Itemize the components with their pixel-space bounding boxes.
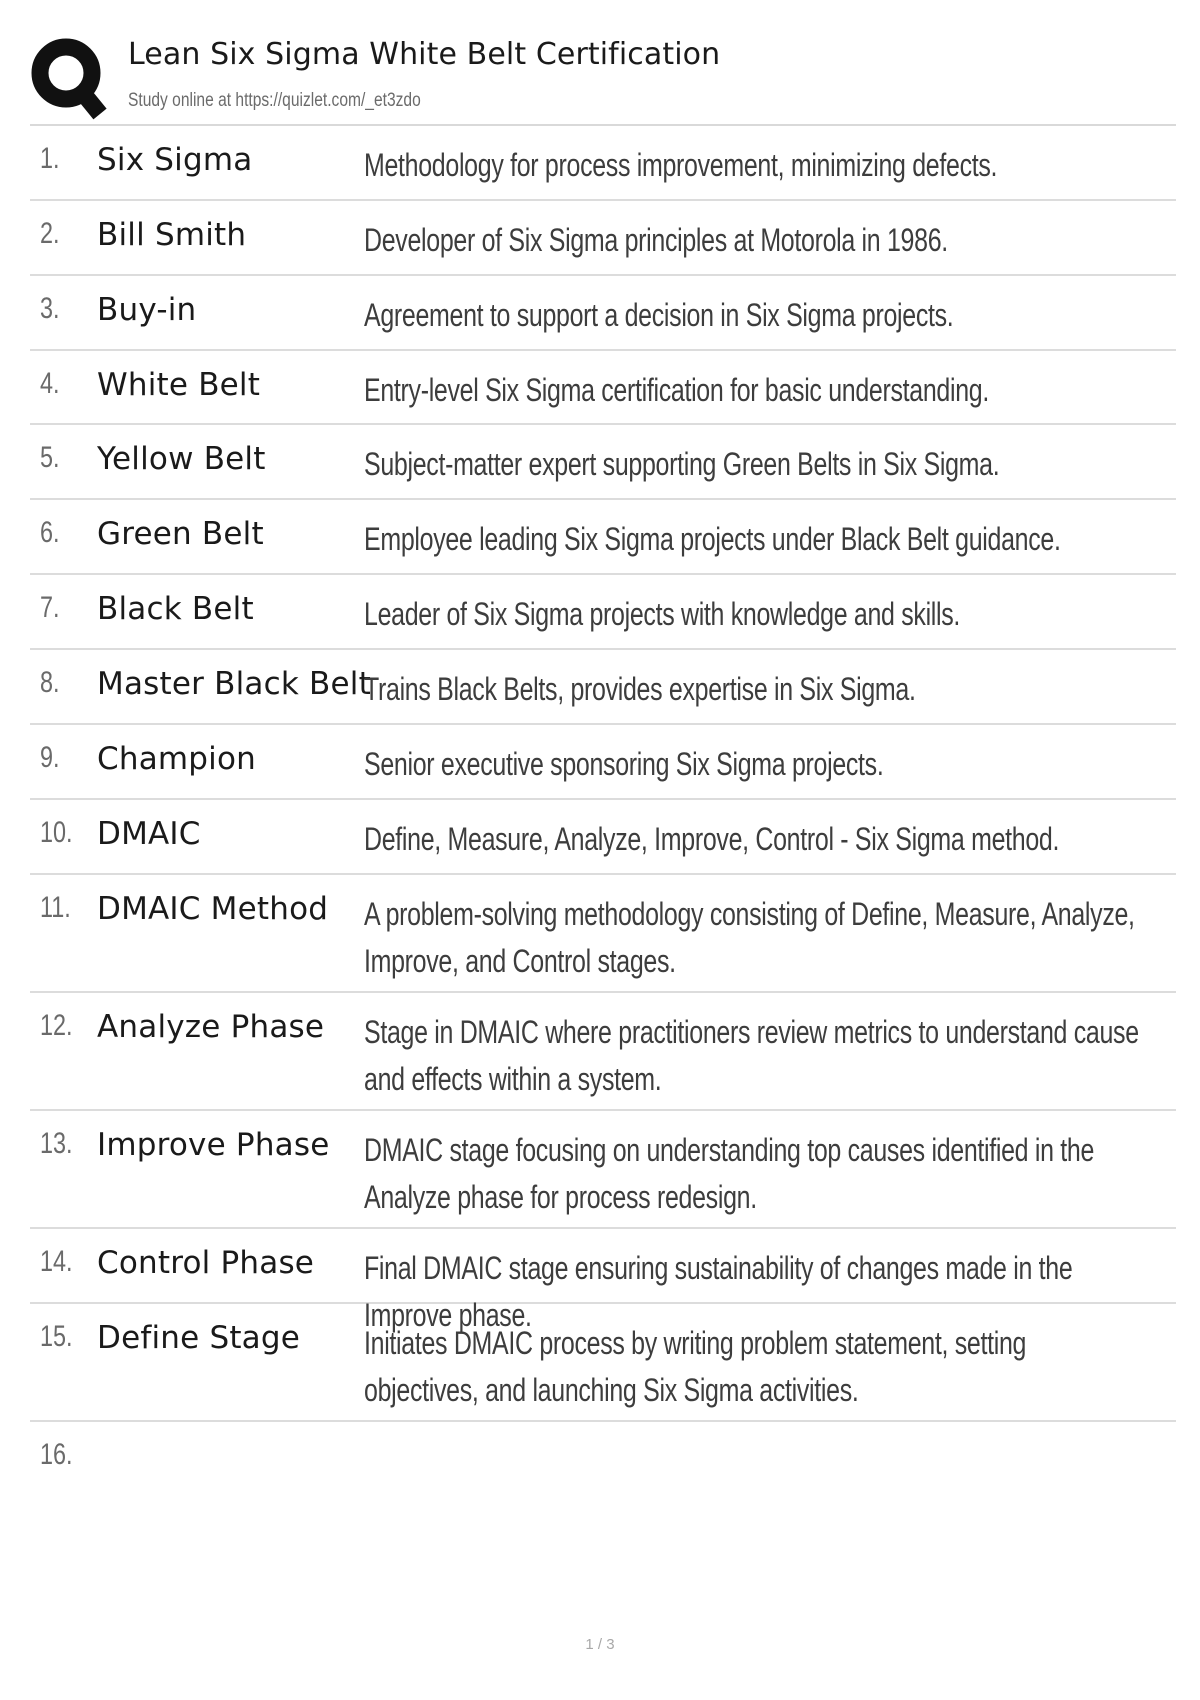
- flashcard-row: [30, 650, 1176, 725]
- definition-text: Agreement to support a decision in Six Sigma projects.: [364, 297, 954, 333]
- definition-text: Trains Black Belts, provides expertise in Six Sigma.: [364, 671, 916, 707]
- flashcard-row: [30, 993, 1176, 1111]
- document-header: [30, 32, 1180, 124]
- item-number: 5.: [40, 441, 60, 474]
- item-number: 13.: [40, 1127, 73, 1160]
- definition-text: Developer of Six Sigma principles at Motorola in 1986.: [364, 222, 948, 258]
- item-number: 12.: [40, 1009, 73, 1042]
- item-number: 2.: [40, 217, 60, 250]
- item-number: 10.: [40, 816, 73, 849]
- quizlet-q-logo-icon: [30, 35, 138, 121]
- definition-text: Leader of Six Sigma projects with knowledge and skills.: [364, 596, 961, 632]
- item-number: 15.: [40, 1320, 73, 1353]
- item-number: 11.: [40, 891, 71, 924]
- flashcard-row: [30, 875, 1176, 993]
- page-subtitle: Study online at https://quizlet.com/_et3zdo: [128, 90, 421, 111]
- flashcard-row: [30, 800, 1176, 875]
- term-text: White Belt: [97, 367, 261, 403]
- term-text: DMAIC: [97, 816, 201, 852]
- definition-text: Employee leading Six Sigma projects under Black Belt guidance.: [364, 521, 1061, 557]
- page-title: Lean Six Sigma White Belt Certification: [128, 37, 721, 72]
- item-number: 7.: [40, 591, 60, 624]
- definition-text: Final DMAIC stage ensuring sustainability of changes made in the Improve phase.: [364, 1250, 1073, 1333]
- item-number: 1.: [40, 142, 60, 175]
- item-number: 8.: [40, 666, 60, 699]
- definition-text: Entry-level Six Sigma certification for basic understanding.: [364, 372, 989, 408]
- term-text: Yellow Belt: [97, 441, 266, 477]
- term-text: Master Black Belt: [97, 666, 371, 702]
- flashcard-row: [30, 575, 1176, 650]
- flashcard-row: [30, 1422, 1176, 1492]
- page-number: 1 / 3: [585, 1636, 615, 1653]
- definition-text: Methodology for process improvement, minimizing defects.: [364, 147, 998, 183]
- flashcard-row: [30, 725, 1176, 800]
- flashcard-row: [30, 351, 1176, 425]
- term-text: Black Belt: [97, 591, 254, 627]
- item-number: 9.: [40, 741, 60, 774]
- item-number: 14.: [40, 1245, 73, 1278]
- item-number: 4.: [40, 367, 60, 400]
- term-text: Six Sigma: [97, 142, 253, 178]
- term-text: DMAIC Method: [97, 891, 329, 927]
- definition-text: Initiates DMAIC process by writing problem statement, setting objectives, and launching Six Sigma activities.: [364, 1325, 1027, 1408]
- flashcard-list: [30, 126, 1176, 1492]
- term-text: Control Phase: [97, 1245, 315, 1281]
- item-number: 16.: [40, 1438, 73, 1471]
- term-text: Define Stage: [97, 1320, 301, 1356]
- definition-text: DMAIC stage focusing on understanding top causes identified in the Analyze phase for process redesign.: [364, 1132, 1095, 1215]
- flashcard-row: [30, 126, 1176, 201]
- definition-text: A problem-solving methodology consisting of Define, Measure, Analyze, Improve, and Control stages.: [364, 896, 1135, 979]
- quizlet-logo-graphic: [30, 35, 138, 121]
- term-text: Analyze Phase: [97, 1009, 325, 1045]
- term-text: Buy-in: [97, 292, 197, 328]
- flashcard-row: [30, 1304, 1176, 1422]
- definition-text: Define, Measure, Analyze, Improve, Control - Six Sigma method.: [364, 821, 1060, 857]
- item-number: 3.: [40, 292, 60, 325]
- term-text: Improve Phase: [97, 1127, 330, 1163]
- term-text: Bill Smith: [97, 217, 247, 253]
- flashcard-row: [30, 425, 1176, 500]
- flashcard-row: [30, 1111, 1176, 1229]
- definition-text: Senior executive sponsoring Six Sigma projects.: [364, 746, 884, 782]
- item-number: 6.: [40, 516, 60, 549]
- term-text: Champion: [97, 741, 256, 777]
- flashcard-row: [30, 201, 1176, 276]
- definition-text: Stage in DMAIC where practitioners review metrics to understand cause and effects within a system.: [364, 1014, 1139, 1097]
- definition-text: Subject-matter expert supporting Green Belts in Six Sigma.: [364, 446, 1000, 482]
- term-text: Green Belt: [97, 516, 264, 552]
- flashcard-row: [30, 276, 1176, 351]
- flashcard-row: [30, 1229, 1176, 1333]
- flashcard-row: [30, 500, 1176, 575]
